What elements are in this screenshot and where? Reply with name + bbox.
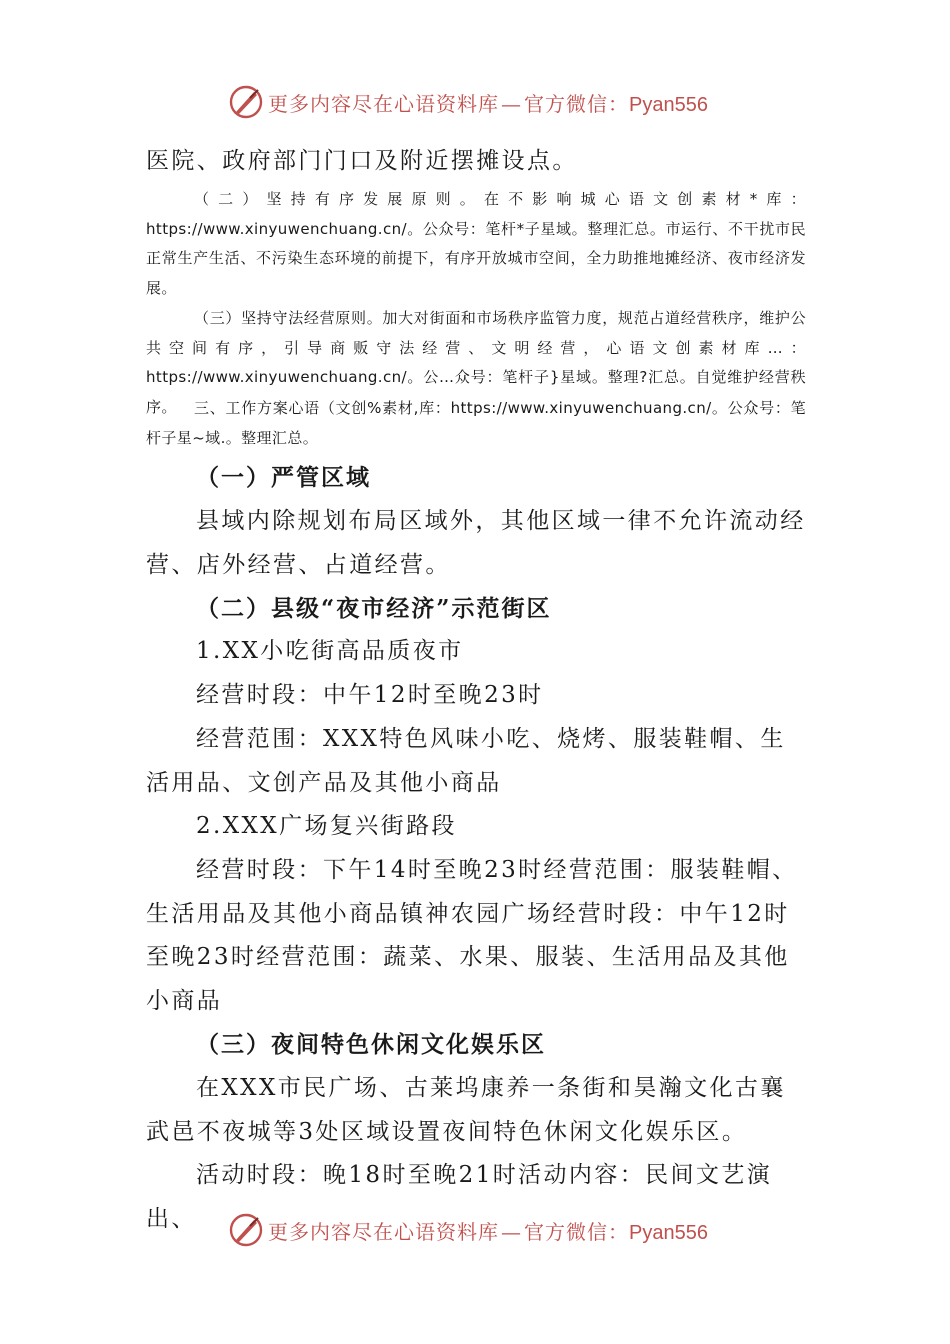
quill-logo-icon	[228, 84, 264, 120]
banner-main: 更多内容尽在心语资料库	[268, 91, 499, 116]
header-watermark-banner	[228, 82, 708, 122]
paragraph-item-1: 1.XX小吃街高品质夜市	[196, 638, 464, 664]
banner-main: 更多内容尽在心语资料库	[268, 1219, 499, 1244]
banner-mid: 官方微信：	[524, 91, 629, 116]
paragraph-activity: 活动时段：晚18时至晚21时活动内容：民间文艺演出、	[146, 1162, 773, 1232]
quill-logo-icon	[228, 1212, 264, 1248]
heading-leisure-area: （三）夜间特色休闲文化娱乐区	[196, 1031, 546, 1058]
banner-dash: —	[501, 1219, 522, 1244]
paragraph-hours-2: 经营时段：下午14时至晚23时经营范围：服装鞋帽、生活用品及其他小商品镇神农园广场经营时段：中午12时至晚23时经营范围：蔬菜、水果、服装、生活用品及其他小商品	[146, 857, 798, 1014]
heading-strict-area: （一）严管区域	[196, 464, 371, 491]
banner-brand: Pyan556	[629, 1221, 708, 1244]
paragraph-principle-2: （二）坚持有序发展原则。在不影响城心语文创素材*库：https://www.xinyuwenchuang.cn/。公众号：笔杆*子星域。整理汇总。市运行、不干扰市民正常生产生活、不污染生态环境的前提下，有序开放城市空间，全力助推地摊经济、夜市经济发展。	[146, 190, 806, 297]
banner-text	[268, 1216, 708, 1245]
paragraph-section-3: 三、工作方案心语（文创%素材,库：https://www.xinyuwenchuang.cn/。公众号：笔杆子星~域.。整理汇总。	[146, 399, 806, 447]
paragraph-principle-3: （三）坚持守法经营原则。加大对街面和市场秩序监管力度，规范占道经营秩序，维护公共空间有序，引导商贩守法经营、文明经营，心语文创素材库…：https://www.xinyuwenchuang.cn/。公…众号：笔杆子}星域。整理?汇总。自觉维护经营秩序。	[146, 309, 806, 416]
footer-watermark-banner	[228, 1210, 708, 1250]
banner-dash: —	[501, 91, 522, 116]
paragraph-hours-1: 经营时段：中午12时至晚23时	[196, 682, 544, 708]
paragraph-scope-1: 经营范围：XXX特色风味小吃、烧烤、服装鞋帽、生活用品、文创产品及其他小商品	[146, 726, 786, 796]
paragraph-intro: 医院、政府部门门口及附近摆摊设点。	[146, 148, 578, 174]
paragraph-item-2: 2.XXX广场复兴街路段	[196, 813, 457, 839]
banner-mid: 官方微信：	[524, 1219, 629, 1244]
heading-county-street: （二）县级“夜市经济”示范街区	[196, 595, 552, 622]
banner-brand: Pyan556	[629, 93, 708, 116]
paragraph-strict-area: 县域内除规划布局区域外，其他区域一律不允许流动经营、店外经营、占道经营。	[146, 508, 806, 578]
banner-text	[268, 88, 708, 117]
paragraph-leisure-area: 在XXX市民广场、古莱坞康养一条街和昊瀚文化古襄武邑不夜城等3处区域设置夜间特色休闲文化娱乐区。	[146, 1075, 786, 1145]
